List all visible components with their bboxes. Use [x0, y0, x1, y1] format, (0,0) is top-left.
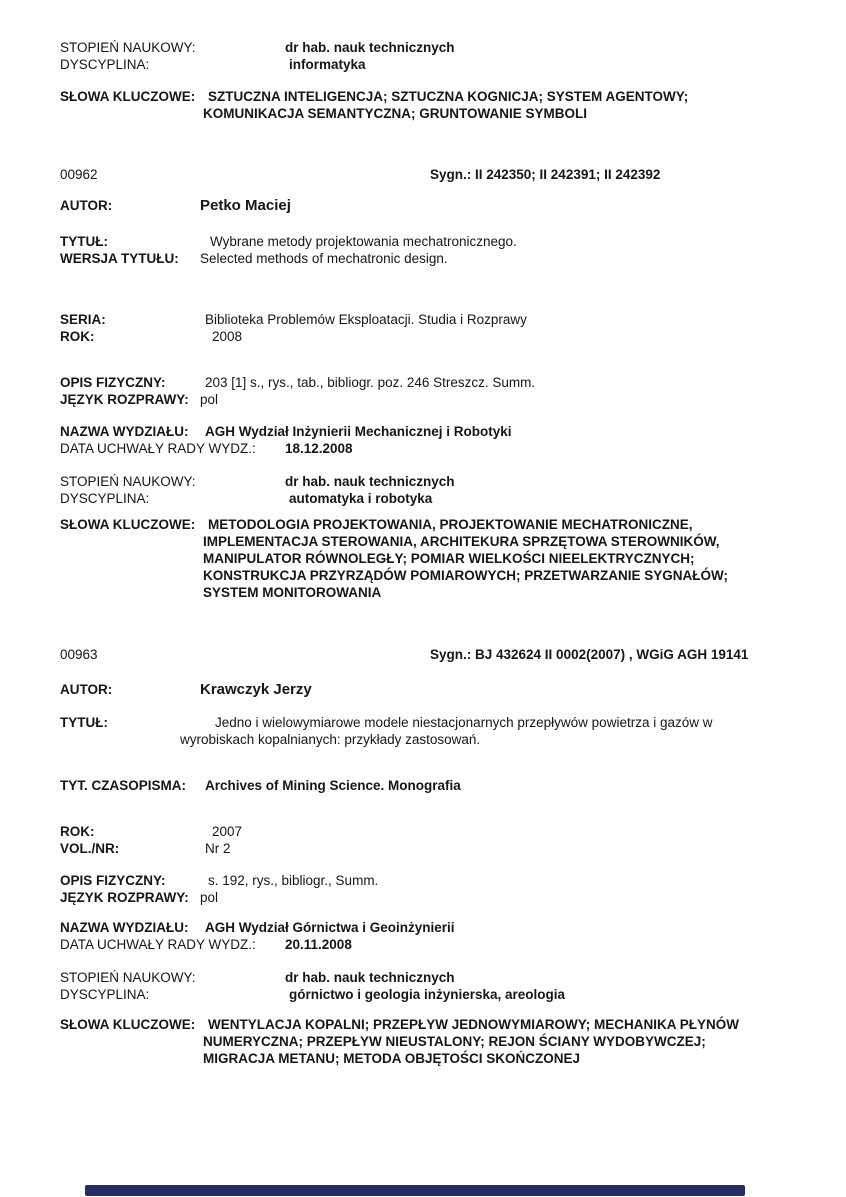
keywords-line: KOMUNIKACJA SEMANTYCZNA; GRUNTOWANIE SYMBOLI [203, 106, 587, 121]
field-row-stopien-naukowy [60, 969, 816, 986]
field-row-seria [60, 311, 816, 328]
keywords-line: WENTYLACJA KOPALNI; PRZEPŁYW JEDNOWYMIAROWY; MECHANIKA PŁYNÓW [208, 1017, 739, 1032]
keywords-line: IMPLEMENTACJA STEROWANIA, ARCHITEKURA SPRZĘTOWA STEROWNIKÓW, [203, 534, 720, 549]
field-value-stopien-naukowy: dr hab. nauk technicznych [285, 970, 455, 985]
field-value-jezyk-rozprawy: pol [200, 890, 219, 905]
record-00963-keywords [60, 1016, 816, 1067]
record-00963-faculty-group [0, 919, 846, 953]
keywords-line: SZTUCZNA INTELIGENCJA; SZTUCZNA KOGNICJA; SYSTEM AGENTOWY; [208, 89, 689, 104]
field-row-data-uchwaly [60, 936, 816, 953]
field-value-dyscyplina: górnictwo i geologia inżynierska, areologia [289, 987, 566, 1002]
record-00963-header [60, 646, 846, 663]
field-label-rok: ROK: [60, 824, 95, 839]
top-record-keywords [60, 88, 816, 122]
field-value-data-uchwaly: 20.11.2008 [285, 937, 352, 952]
field-row-opis-fizyczny [60, 872, 816, 889]
field-label-jezyk-rozprawy: JĘZYK ROZPRAWY: [60, 392, 189, 407]
tytul-line: Jedno i wielowymiarowe modele niestacjonarnych przepływów powietrza i gazów w [215, 715, 713, 730]
field-value-opis-fizyczny: 203 [1] s., rys., tab., bibliogr. poz. 246 Streszcz. Summ. [205, 375, 536, 390]
field-row-dyscyplina [60, 986, 816, 1003]
field-value-seria: Biblioteka Problemów Eksploatacji. Studia i Rozprawy [205, 312, 527, 327]
field-row-tytul [60, 714, 816, 748]
record-00962-physical-group [0, 374, 846, 408]
record-sygnatura: Sygn.: II 242350; II 242391; II 242392 [430, 167, 661, 182]
record-number: 00963 [60, 647, 98, 662]
field-row-jezyk-rozprawy [60, 391, 816, 408]
field-value-dyscyplina: automatyka i robotyka [289, 491, 433, 506]
field-value-tytul: Wybrane metody projektowania mechatronicznego. [210, 234, 517, 249]
field-row-wersja-tytulu [60, 250, 816, 267]
field-row-dyscyplina [60, 490, 816, 507]
field-row-tytul [60, 233, 816, 250]
field-label-data-uchwaly: DATA UCHWAŁY RADY WYDZ.: [60, 441, 256, 456]
field-value-rok: 2008 [212, 329, 243, 344]
keywords-label: SŁOWA KLUCZOWE: [60, 517, 196, 532]
record-00962-degree-group [0, 473, 846, 507]
record-00962-series-group [0, 311, 846, 345]
keywords-line: MANIPULATOR RÓWNOLEGŁY; POMIAR WIELKOŚCI NIEELEKTRYCZNYCH; [203, 551, 695, 566]
field-label-tytul: TYTUŁ: [60, 715, 108, 730]
keywords-line: KONSTRUKCJA PRZYRZĄDÓW POMIAROWYCH; PRZETWARZANIE SYGNAŁÓW; [203, 568, 728, 583]
field-row-stopien-naukowy [60, 39, 816, 56]
field-value-rok: 2007 [212, 824, 243, 839]
field-value-nazwa-wydzialu: AGH Wydział Górnictwa i Geoinżynierii [205, 920, 455, 935]
field-value-data-uchwaly: 18.12.2008 [285, 441, 353, 456]
record-00963-year-group [0, 823, 846, 857]
field-label-vol-nr: VOL./NR: [60, 841, 120, 856]
field-label-dyscyplina: DYSCYPLINA: [60, 57, 150, 72]
field-label-dyscyplina: DYSCYPLINA: [60, 491, 150, 506]
field-value-stopien-naukowy: dr hab. nauk technicznych [285, 474, 455, 489]
field-row-opis-fizyczny [60, 374, 816, 391]
keywords-lines [203, 1016, 816, 1067]
field-value-stopien-naukowy: dr hab. nauk technicznych [285, 40, 455, 55]
field-label-rok: ROK: [60, 329, 95, 344]
field-label-stopien-naukowy: STOPIEŃ NAUKOWY: [60, 40, 196, 55]
field-value-autor: Petko Maciej [200, 197, 291, 214]
field-row-nazwa-wydzialu [60, 423, 816, 440]
field-value-vol-nr: Nr 2 [205, 841, 231, 856]
field-row-rok [60, 823, 816, 840]
field-value-jezyk-rozprawy: pol [200, 392, 219, 407]
field-label-data-uchwaly: DATA UCHWAŁY RADY WYDZ.: [60, 937, 256, 952]
field-value-autor: Krawczyk Jerzy [200, 681, 312, 698]
field-label-jezyk-rozprawy: JĘZYK ROZPRAWY: [60, 890, 189, 905]
record-00962-title-group [0, 233, 846, 267]
field-label-opis-fizyczny: OPIS FIZYCZNY: [60, 375, 166, 390]
field-value-tyt-czasopisma: Archives of Mining Science. Monografia [205, 778, 461, 793]
field-label-wersja-tytulu: WERSJA TYTUŁU: [60, 251, 179, 266]
keywords-line: MIGRACJA METANU; METODA OBJĘTOŚCI SKOŃCZONEJ [203, 1051, 581, 1066]
field-label-stopien-naukowy: STOPIEŃ NAUKOWY: [60, 474, 196, 489]
field-label-tyt-czasopisma: TYT. CZASOPISMA: [60, 778, 187, 793]
keywords-lines [203, 88, 816, 122]
field-value-tytul-lines [180, 714, 816, 748]
field-value-opis-fizyczny: s. 192, rys., bibliogr., Summ. [208, 873, 379, 888]
field-row-tyt-czasopisma [60, 777, 816, 794]
field-label-seria: SERIA: [60, 312, 106, 327]
keywords-line: NUMERYCZNA; PRZEPŁYW NIEUSTALONY; REJON ŚCIANY WYDOBYWCZEJ; [203, 1034, 706, 1049]
field-label-nazwa-wydzialu: NAZWA WYDZIAŁU: [60, 920, 189, 935]
keywords-line: SYSTEM MONITOROWANIA [203, 585, 382, 600]
keywords-lines [203, 516, 816, 601]
field-value-nazwa-wydzialu: AGH Wydział Inżynierii Mechanicznej i Robotyki [205, 424, 512, 439]
field-row-autor [60, 681, 816, 698]
field-label-tytul: TYTUŁ: [60, 234, 108, 249]
field-row-rok [60, 328, 816, 345]
field-label-opis-fizyczny: OPIS FIZYCZNY: [60, 873, 166, 888]
field-label-autor: AUTOR: [60, 682, 113, 697]
field-value-dyscyplina: informatyka [289, 57, 366, 72]
field-label-stopien-naukowy: STOPIEŃ NAUKOWY: [60, 970, 196, 985]
field-row-data-uchwaly [60, 440, 816, 457]
keywords-line: METODOLOGIA PROJEKTOWANIA, PROJEKTOWANIE MECHATRONICZNE, [208, 517, 693, 532]
record-00962-faculty-group [0, 423, 846, 457]
keywords-label: SŁOWA KLUCZOWE: [60, 1017, 196, 1032]
field-label-autor: AUTOR: [60, 198, 113, 213]
field-value-wersja-tytulu: Selected methods of mechatronic design. [200, 251, 448, 266]
field-row-nazwa-wydzialu [60, 919, 816, 936]
field-label-nazwa-wydzialu: NAZWA WYDZIAŁU: [60, 424, 189, 439]
record-sygnatura: Sygn.: BJ 432624 II 0002(2007) , WGiG AGH 19141 [430, 647, 749, 662]
record-00962-keywords [60, 516, 816, 601]
record-00962-header [60, 166, 846, 183]
keywords-label: SŁOWA KLUCZOWE: [60, 89, 196, 104]
record-number: 00962 [60, 167, 98, 182]
tytul-line: wyrobiskach kopalnianych: przykłady zastosowań. [180, 732, 481, 747]
field-row-dyscyplina [60, 56, 816, 73]
field-row-vol-nr [60, 840, 816, 857]
top-record-fields [0, 39, 846, 73]
record-00963-physical-group [0, 872, 846, 906]
field-row-stopien-naukowy [60, 473, 816, 490]
field-row-jezyk-rozprawy [60, 889, 816, 906]
field-row-autor [60, 197, 816, 214]
record-00963-degree-group [0, 969, 846, 1003]
scan-artifact-bar [85, 1185, 745, 1196]
field-label-dyscyplina: DYSCYPLINA: [60, 987, 150, 1002]
